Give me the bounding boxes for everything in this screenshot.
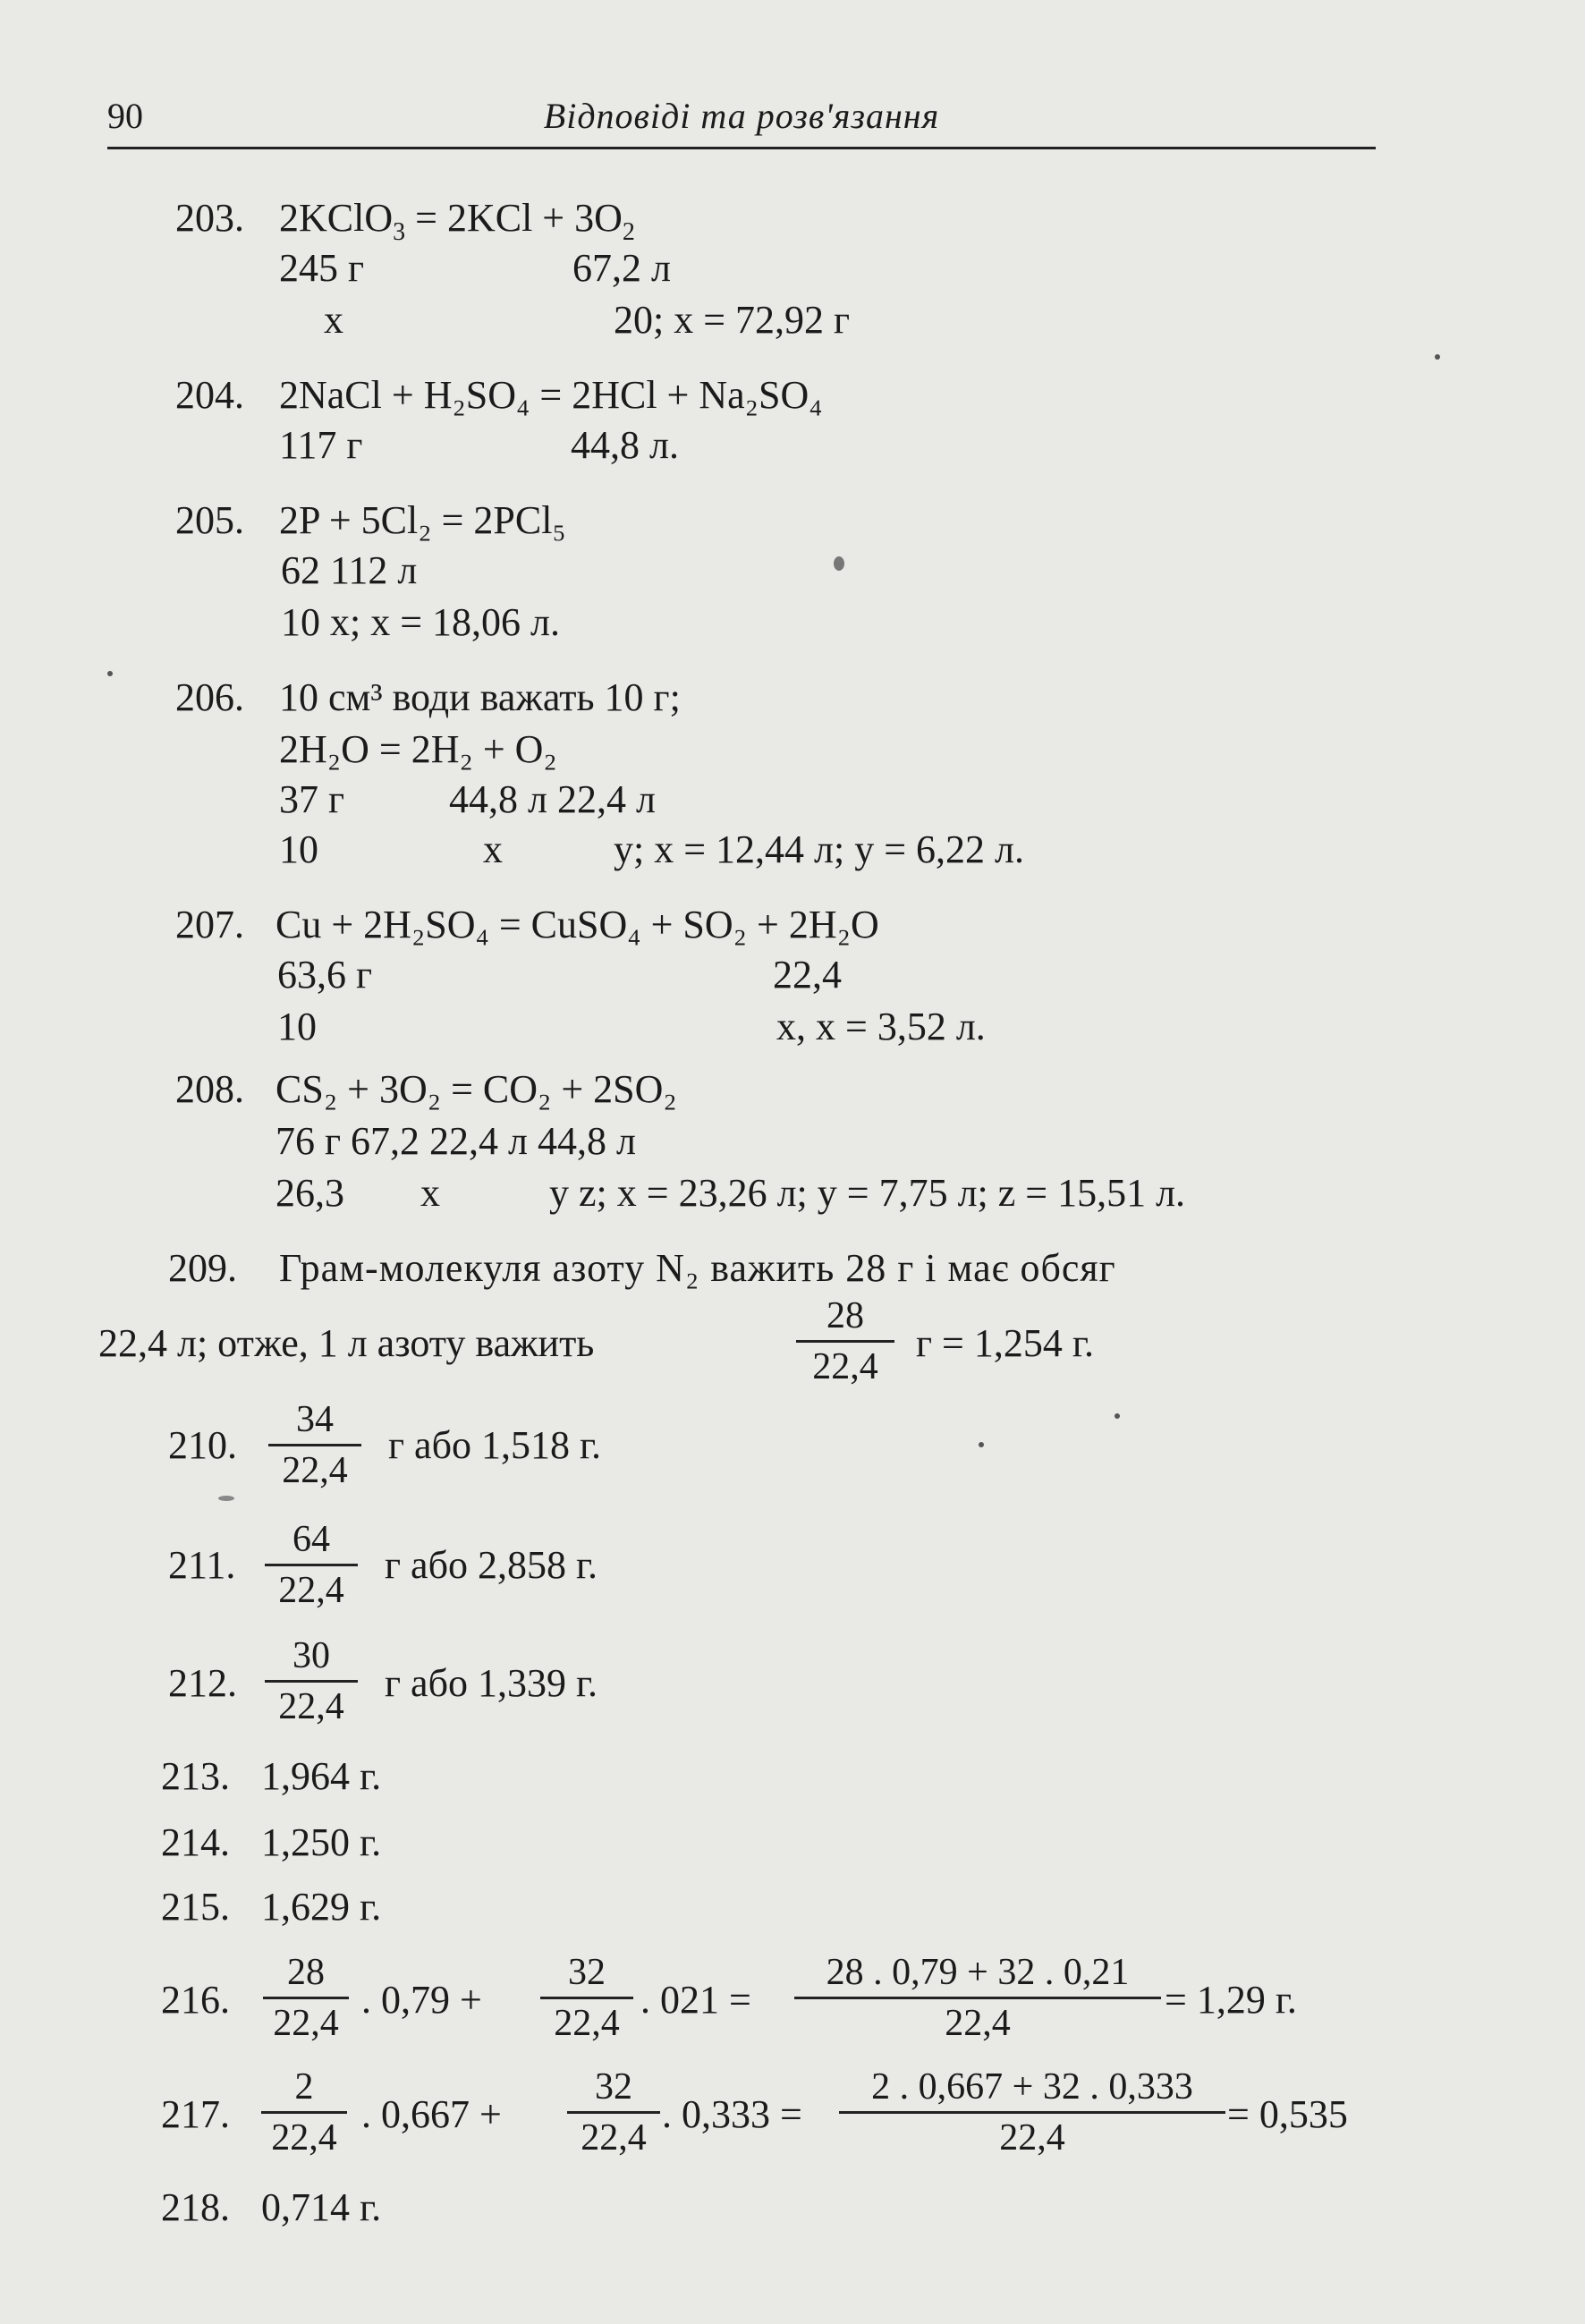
fraction-3 bbox=[794, 1954, 1161, 2042]
eq-part: 2KClO bbox=[279, 196, 394, 240]
answer-number: 217. bbox=[161, 2092, 230, 2136]
speck bbox=[1435, 354, 1440, 360]
answer-number: 207. bbox=[175, 903, 244, 946]
multiplier: . 021 = bbox=[640, 1978, 751, 2022]
fraction bbox=[796, 1297, 894, 1386]
denominator: 22,4 bbox=[554, 2003, 620, 2044]
multiplier: . 0,667 + bbox=[361, 2092, 502, 2136]
subscript: 2 bbox=[622, 217, 635, 246]
speck bbox=[834, 556, 844, 571]
numerator: 28 bbox=[826, 1295, 864, 1336]
result: 1,629 г. bbox=[261, 1885, 382, 1929]
fraction-2 bbox=[567, 2068, 660, 2157]
result: x, x = 3,52 л. bbox=[776, 1005, 986, 1048]
given-volume: 44,8 л. bbox=[571, 423, 679, 467]
answer-number: 215. bbox=[161, 1885, 230, 1929]
result: y; x = 12,44 л; y = 6,22 л. bbox=[614, 827, 1024, 871]
unknown-x: x bbox=[483, 827, 503, 871]
result: = 1,29 г. bbox=[1165, 1978, 1297, 2022]
given-values: 76 г 67,2 22,4 л 44,8 л bbox=[275, 1119, 636, 1163]
numerator: 2 . 0,667 + 32 . 0,333 bbox=[871, 2066, 1193, 2108]
given-mass: 63,6 г bbox=[277, 953, 373, 997]
fraction bbox=[265, 1637, 358, 1726]
equation: CS₂ + 3O₂ = CO₂ + 2SO₂ bbox=[275, 1067, 677, 1111]
denominator: 22,4 bbox=[999, 2117, 1065, 2159]
answer-number: 209. bbox=[168, 1246, 237, 1290]
statement: Грам-молекуля азоту N₂ важить 28 г і має обсяг bbox=[279, 1246, 1116, 1290]
subscript: 3 bbox=[393, 217, 406, 246]
page-header bbox=[107, 88, 1376, 150]
denominator: 22,4 bbox=[271, 2117, 337, 2159]
answer-number: 212. bbox=[168, 1661, 237, 1705]
given-mass: 245 г bbox=[279, 246, 365, 290]
numerator: 32 bbox=[568, 1952, 606, 1993]
speck bbox=[218, 1496, 234, 1501]
denominator: 22,4 bbox=[945, 2003, 1011, 2044]
numerator: 34 bbox=[296, 1399, 334, 1440]
eq-part: = 2KCl + 3O bbox=[405, 196, 623, 240]
unknown-x: x bbox=[420, 1171, 440, 1215]
given-volume: 22,4 bbox=[773, 953, 842, 997]
fraction-3 bbox=[839, 2068, 1225, 2157]
statement-cont: 22,4 л; отже, 1 л азоту важить bbox=[98, 1321, 595, 1365]
result: 10 x; x = 18,06 л. bbox=[281, 600, 560, 644]
numerator: 32 bbox=[595, 2066, 632, 2108]
speck bbox=[979, 1442, 984, 1447]
denominator: 22,4 bbox=[282, 1450, 348, 1491]
answer-number: 204. bbox=[175, 373, 244, 417]
result: = 0,535 bbox=[1227, 2092, 1348, 2136]
result: г або 1,518 г. bbox=[388, 1423, 602, 1467]
given-volumes: 44,8 л 22,4 л bbox=[449, 777, 656, 821]
numerator: 2 bbox=[294, 2066, 314, 2108]
answer-number: 216. bbox=[161, 1978, 230, 2022]
fraction-1 bbox=[263, 1954, 349, 2042]
answer-number: 208. bbox=[175, 1067, 244, 1111]
equation: Cu + 2H₂SO₄ = CuSO₄ + SO₂ + 2H₂O bbox=[275, 903, 879, 946]
header-rule bbox=[107, 147, 1376, 149]
equation bbox=[279, 196, 635, 246]
result: 0,714 г. bbox=[261, 2185, 382, 2229]
unknown-x: x bbox=[324, 298, 343, 342]
given-10: 10 bbox=[277, 1005, 317, 1048]
denominator: 22,4 bbox=[581, 2117, 647, 2159]
result: 1,250 г. bbox=[261, 1820, 382, 1864]
speck bbox=[1115, 1413, 1120, 1419]
numerator: 28 bbox=[287, 1952, 325, 1993]
denominator: 22,4 bbox=[278, 1570, 344, 1611]
answer-number: 210. bbox=[168, 1423, 237, 1467]
fraction bbox=[268, 1401, 361, 1489]
equation: 2H₂O = 2H₂ + O₂ bbox=[279, 727, 557, 771]
fraction-1 bbox=[261, 2068, 347, 2157]
statement: 10 см³ води важать 10 г; bbox=[279, 675, 681, 719]
running-title: Відповіді та розв'язання bbox=[543, 96, 940, 136]
answer-number: 214. bbox=[161, 1820, 230, 1864]
result: г або 2,858 г. bbox=[385, 1543, 598, 1587]
equation: 2P + 5Cl₂ = 2PCl₅ bbox=[279, 498, 566, 542]
page-number: 90 bbox=[107, 96, 143, 136]
result: y z; x = 23,26 л; y = 7,75 л; z = 15,51 л. bbox=[549, 1171, 1186, 1215]
numerator: 64 bbox=[292, 1519, 330, 1560]
denominator: 22,4 bbox=[273, 2003, 339, 2044]
given-10: 10 bbox=[279, 827, 318, 871]
denominator: 22,4 bbox=[812, 1346, 878, 1387]
answer-number: 213. bbox=[161, 1754, 230, 1798]
fraction bbox=[265, 1521, 358, 1609]
answer-number: 206. bbox=[175, 675, 244, 719]
result: г або 1,339 г. bbox=[385, 1661, 598, 1705]
result: 20; x = 72,92 г bbox=[614, 298, 851, 342]
fraction-2 bbox=[540, 1954, 633, 2042]
given-26-3: 26,3 bbox=[275, 1171, 344, 1215]
answer-number: 205. bbox=[175, 498, 244, 542]
numerator: 28 . 0,79 + 32 . 0,21 bbox=[826, 1952, 1130, 1993]
result: г = 1,254 г. bbox=[916, 1321, 1094, 1365]
multiplier: . 0,79 + bbox=[361, 1978, 482, 2022]
given-mass: 37 г bbox=[279, 777, 345, 821]
answer-number: 211. bbox=[168, 1543, 236, 1587]
result: 1,964 г. bbox=[261, 1754, 382, 1798]
given-volume: 67,2 л bbox=[572, 246, 671, 290]
given-mass: 117 г bbox=[279, 423, 363, 467]
denominator: 22,4 bbox=[278, 1686, 344, 1727]
answer-number: 203. bbox=[175, 196, 244, 240]
given-values: 62 112 л bbox=[281, 548, 418, 592]
answer-number: 218. bbox=[161, 2185, 230, 2229]
equation: 2NaCl + H₂SO₄ = 2HCl + Na₂SO₄ bbox=[279, 373, 823, 417]
speck bbox=[107, 671, 113, 676]
numerator: 30 bbox=[292, 1635, 330, 1676]
multiplier: . 0,333 = bbox=[662, 2092, 802, 2136]
